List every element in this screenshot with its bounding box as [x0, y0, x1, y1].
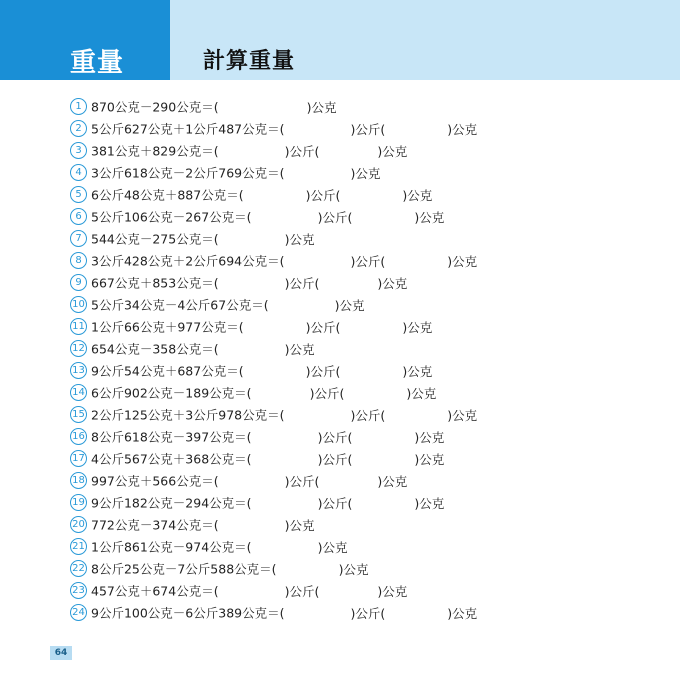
- problem-expression: 3公斤618公克－2公斤769公克＝(: [91, 165, 285, 181]
- answer-unit: )公斤(: [350, 121, 386, 137]
- problem-expression: 2公斤125公克＋3公斤978公克＝(: [91, 407, 285, 423]
- answer-unit: )公斤(: [284, 583, 320, 599]
- problem-expression: 654公克－358公克＝(: [91, 341, 219, 357]
- problem-number: 24: [70, 604, 87, 621]
- answer-unit: )公斤(: [305, 363, 341, 379]
- problem-row: [70, 272, 670, 294]
- problem-number: 6: [70, 208, 87, 225]
- answer-unit: )公克: [284, 231, 315, 247]
- answer-unit: )公斤(: [284, 473, 320, 489]
- answer-unit-second: )公克: [377, 473, 408, 489]
- answer-unit: )公斤(: [317, 209, 353, 225]
- answer-unit: )公克: [284, 517, 315, 533]
- problem-number: 17: [70, 450, 87, 467]
- problem-expression: 381公克＋829公克＝(: [91, 143, 219, 159]
- problem-expression: 5公斤627公克＋1公斤487公克＝(: [91, 121, 285, 137]
- problem-number: 20: [70, 516, 87, 533]
- answer-unit: )公斤(: [305, 187, 341, 203]
- answer-unit: )公斤(: [350, 605, 386, 621]
- problem-number: 7: [70, 230, 87, 247]
- answer-unit: )公斤(: [350, 407, 386, 423]
- answer-unit-second: )公克: [447, 605, 478, 621]
- problem-expression: 8公斤618公克－397公克＝(: [91, 429, 252, 445]
- problem-expression: 8公斤25公克－7公斤588公克＝(: [91, 561, 277, 577]
- problem-expression: 9公斤54公克＋687公克＝(: [91, 363, 244, 379]
- answer-unit: )公斤(: [284, 143, 320, 159]
- problem-expression: 457公克＋674公克＝(: [91, 583, 219, 599]
- problem-number: 4: [70, 164, 87, 181]
- answer-unit: )公斤(: [284, 275, 320, 291]
- problem-row: [70, 514, 670, 536]
- answer-unit: )公克: [284, 341, 315, 357]
- problem-row: [70, 360, 670, 382]
- problem-number: 1: [70, 98, 87, 115]
- answer-unit-second: )公克: [447, 253, 478, 269]
- problem-expression: 5公斤34公克－4公斤67公克＝(: [91, 297, 269, 313]
- page-number: 64: [50, 646, 72, 660]
- answer-unit-second: )公克: [414, 209, 445, 225]
- page-header: [0, 0, 680, 80]
- problem-expression: 9公斤182公克－294公克＝(: [91, 495, 252, 511]
- problem-expression: 870公克－290公克＝(: [91, 99, 219, 115]
- problem-number: 13: [70, 362, 87, 379]
- problem-row: [70, 162, 670, 184]
- problem-row: [70, 250, 670, 272]
- problem-number: 9: [70, 274, 87, 291]
- answer-unit-second: )公克: [414, 495, 445, 511]
- problem-number: 23: [70, 582, 87, 599]
- problem-row: [70, 294, 670, 316]
- answer-unit-second: )公克: [377, 275, 408, 291]
- problem-expression: 1公斤861公克－974公克＝(: [91, 539, 252, 555]
- problem-expression: 1公斤66公克＋977公克＝(: [91, 319, 244, 335]
- problem-row: [70, 492, 670, 514]
- answer-unit-second: )公克: [447, 121, 478, 137]
- problem-row: [70, 448, 670, 470]
- problem-number: 22: [70, 560, 87, 577]
- problem-row: [70, 316, 670, 338]
- problem-number: 12: [70, 340, 87, 357]
- problem-row: [70, 580, 670, 602]
- problem-number: 5: [70, 186, 87, 203]
- answer-unit-second: )公克: [402, 319, 433, 335]
- problem-number: 19: [70, 494, 87, 511]
- answer-unit: )公克: [334, 297, 365, 313]
- answer-unit: )公斤(: [309, 385, 345, 401]
- problem-expression: 997公克＋566公克＝(: [91, 473, 219, 489]
- problem-number: 3: [70, 142, 87, 159]
- problem-row: [70, 338, 670, 360]
- problem-number: 18: [70, 472, 87, 489]
- answer-unit: )公斤(: [317, 429, 353, 445]
- problem-expression: 772公克－374公克＝(: [91, 517, 219, 533]
- answer-unit: )公斤(: [317, 451, 353, 467]
- section-title: 計算重量: [203, 49, 296, 74]
- answer-unit: )公克: [350, 165, 381, 181]
- problem-row: [70, 206, 670, 228]
- answer-unit-second: )公克: [406, 385, 437, 401]
- problem-number: 8: [70, 252, 87, 269]
- problem-expression: 6公斤48公克＋887公克＝(: [91, 187, 244, 203]
- problem-expression: 667公克＋853公克＝(: [91, 275, 219, 291]
- problem-row: [70, 558, 670, 580]
- problem-list: [70, 96, 670, 624]
- problem-row: [70, 426, 670, 448]
- problem-number: 21: [70, 538, 87, 555]
- answer-unit: )公斤(: [350, 253, 386, 269]
- problem-expression: 6公斤902公克－189公克＝(: [91, 385, 252, 401]
- answer-unit-second: )公克: [377, 583, 408, 599]
- problem-row: [70, 382, 670, 404]
- problem-expression: 544公克－275公克＝(: [91, 231, 219, 247]
- answer-unit-second: )公克: [377, 143, 408, 159]
- answer-unit: )公斤(: [317, 495, 353, 511]
- answer-unit: )公克: [338, 561, 369, 577]
- problem-row: [70, 404, 670, 426]
- problem-row: [70, 228, 670, 250]
- answer-unit-second: )公克: [402, 363, 433, 379]
- problem-expression: 9公斤100公克－6公斤389公克＝(: [91, 605, 285, 621]
- problem-row: [70, 602, 670, 624]
- answer-unit-second: )公克: [414, 451, 445, 467]
- problem-row: [70, 536, 670, 558]
- problem-row: [70, 118, 670, 140]
- problem-expression: 4公斤567公克＋368公克＝(: [91, 451, 252, 467]
- problem-row: [70, 96, 670, 118]
- answer-unit: )公克: [306, 99, 337, 115]
- problem-number: 2: [70, 120, 87, 137]
- answer-unit: )公斤(: [305, 319, 341, 335]
- answer-unit-second: )公克: [414, 429, 445, 445]
- problem-row: [70, 184, 670, 206]
- problem-number: 16: [70, 428, 87, 445]
- problem-expression: 5公斤106公克－267公克＝(: [91, 209, 252, 225]
- answer-unit-second: )公克: [447, 407, 478, 423]
- topic-label: 重量: [70, 48, 125, 78]
- problem-number: 11: [70, 318, 87, 335]
- answer-unit: )公克: [317, 539, 348, 555]
- problem-row: [70, 470, 670, 492]
- answer-unit-second: )公克: [402, 187, 433, 203]
- problem-expression: 3公斤428公克＋2公斤694公克＝(: [91, 253, 285, 269]
- problem-row: [70, 140, 670, 162]
- problem-number: 14: [70, 384, 87, 401]
- problem-number: 15: [70, 406, 87, 423]
- topic-banner: [0, 0, 170, 80]
- problem-number: 10: [70, 296, 87, 313]
